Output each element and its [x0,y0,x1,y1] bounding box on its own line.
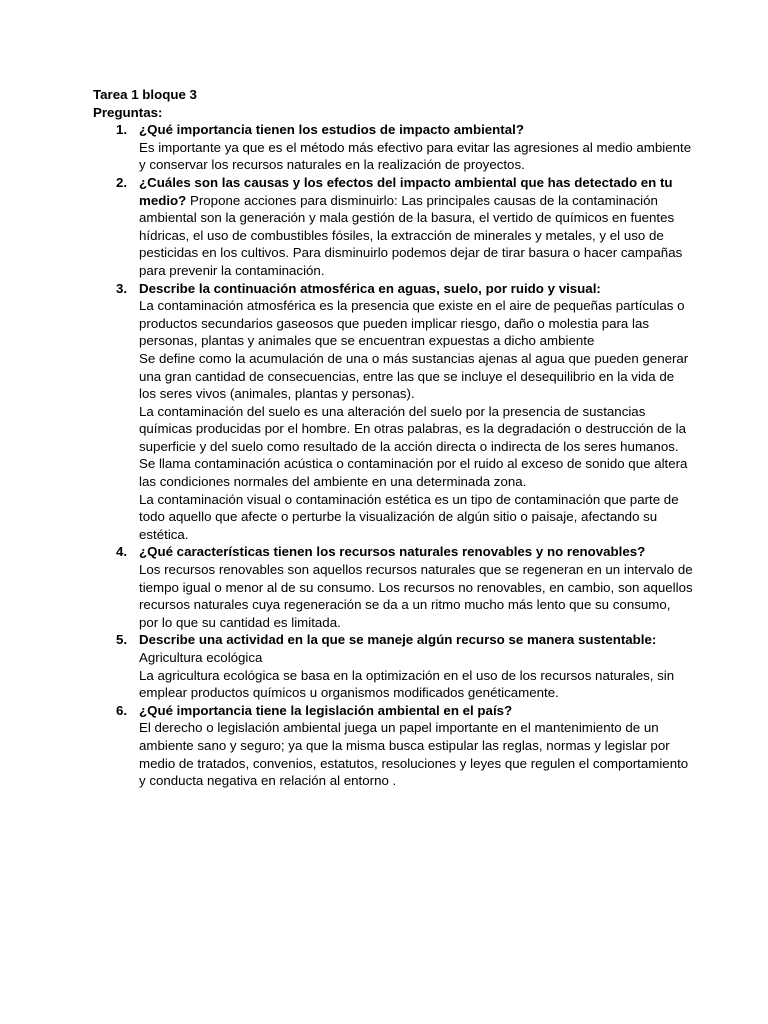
answer-paragraph: Se llama contaminación acústica o contaminación por el ruido al exceso de sonido que altera las condiciones normales del ambiente en una determinada zona. [139,456,688,490]
question-item-5 [93,631,693,701]
question-number: 4. [116,544,128,560]
question-number: 6. [116,702,128,718]
question-number: 1. [116,122,128,138]
answer-paragraph: Agricultura ecológica [139,650,263,665]
document-content [93,86,693,790]
question-text: Describe una actividad en la que se maneje algún recurso se manera sustentable: [139,632,657,648]
question-block [139,174,693,280]
question-item-6 [93,702,693,790]
answer-paragraph: Se define como la acumulación de una o más sustancias ajenas al agua que pueden generar una gran cantidad de consecuencias, entre las que se incluye el desequilibrio en la vida de los seres vivos (animales, plantas y personas). [139,350,689,402]
document-subtitle: Preguntas: [93,104,163,120]
answer-paragraph: La contaminación del suelo es una alteración del suelo por la presencia de sustancias químicas producidas por el hombre. En otras palabras, es la degradación o destrucción de la superficie y del suelo como resultado de la acción directa o indirecta de los seres humanos. [139,403,686,454]
question-number: 2. [116,174,128,190]
question-list [93,121,693,790]
document-title: Tarea 1 bloque 3 [93,87,197,102]
question-number: 3. [116,280,128,296]
question-number: 5. [116,632,128,648]
question-item-4 [93,543,693,631]
answer-paragraph: Es importante ya que es el método más efectivo para evitar las agresiones al medio ambiente y conservar los recursos naturales en la realización de proyectos. [139,139,692,173]
question-item-2 [93,174,693,280]
question-text: Describe la continuación atmosférica en aguas, suelo, por ruido y visual: [139,280,601,296]
question-item-1 [93,121,693,174]
answer-paragraph: La contaminación atmosférica es la presencia que existe en el aire de pequeñas partículas o productos secundarios gaseosos que pueden implicar riesgo, daño o molestia para las personas, plantas y animales que se encuentran expuestas a dicho ambiente [139,298,685,349]
answer-paragraph: Los recursos renovables son aquellos recursos naturales que se regeneran en un intervalo de tiempo igual o menor al de su consumo. Los recursos no renovables, en cambio, son aquellos recursos naturales cuya regeneración se da a un ritmo mucho más lento que su consumo, por lo que su cantidad es limitada. [139,562,693,630]
question-item-3 [93,280,693,544]
answer-paragraph: El derecho o legislación ambiental juega un papel importante en el mantenimiento de un ambiente sano y seguro; ya que la misma busca estipular las reglas, normas y legislar por medio de tratados, convenios, estatutos, resoluciones y leyes que regulen el comportamiento y conducta negativa en relación al entorno . [139,720,689,789]
question-text: ¿Qué importancia tienen los estudios de impacto ambiental? [139,122,524,138]
answer-paragraph: Propone acciones para disminuirlo: Las principales causas de la contaminación ambiental son la generación y mala gestión de la basura, el vertido de químicos en fuentes hídricas, el uso de combustibles fósiles, la extracción de minerales y metales, y el uso de pesticidas en los cultivos. Para disminuirlo podemos dejar de tirar basura o hacer campañas para prevenir la contaminación. [139,192,683,278]
question-text: ¿Cuáles son las causas y los efectos del impacto ambiental que has detectado en tu medio? [139,174,673,208]
answer-paragraph: La contaminación visual o contaminación estética es un tipo de contaminación que parte de todo aquello que afecte o perturbe la visualización de algún sitio o paisaje, afectando su estética. [139,491,679,542]
question-text: ¿Qué importancia tiene la legislación ambiental en el país? [139,702,513,718]
answer-paragraph: La agricultura ecológica se basa en la optimización en el uso de los recursos naturales, sin emplear productos químicos u organismos modificados genéticamente. [139,667,675,701]
question-text: ¿Qué características tienen los recursos naturales renovables y no renovables? [139,544,646,560]
